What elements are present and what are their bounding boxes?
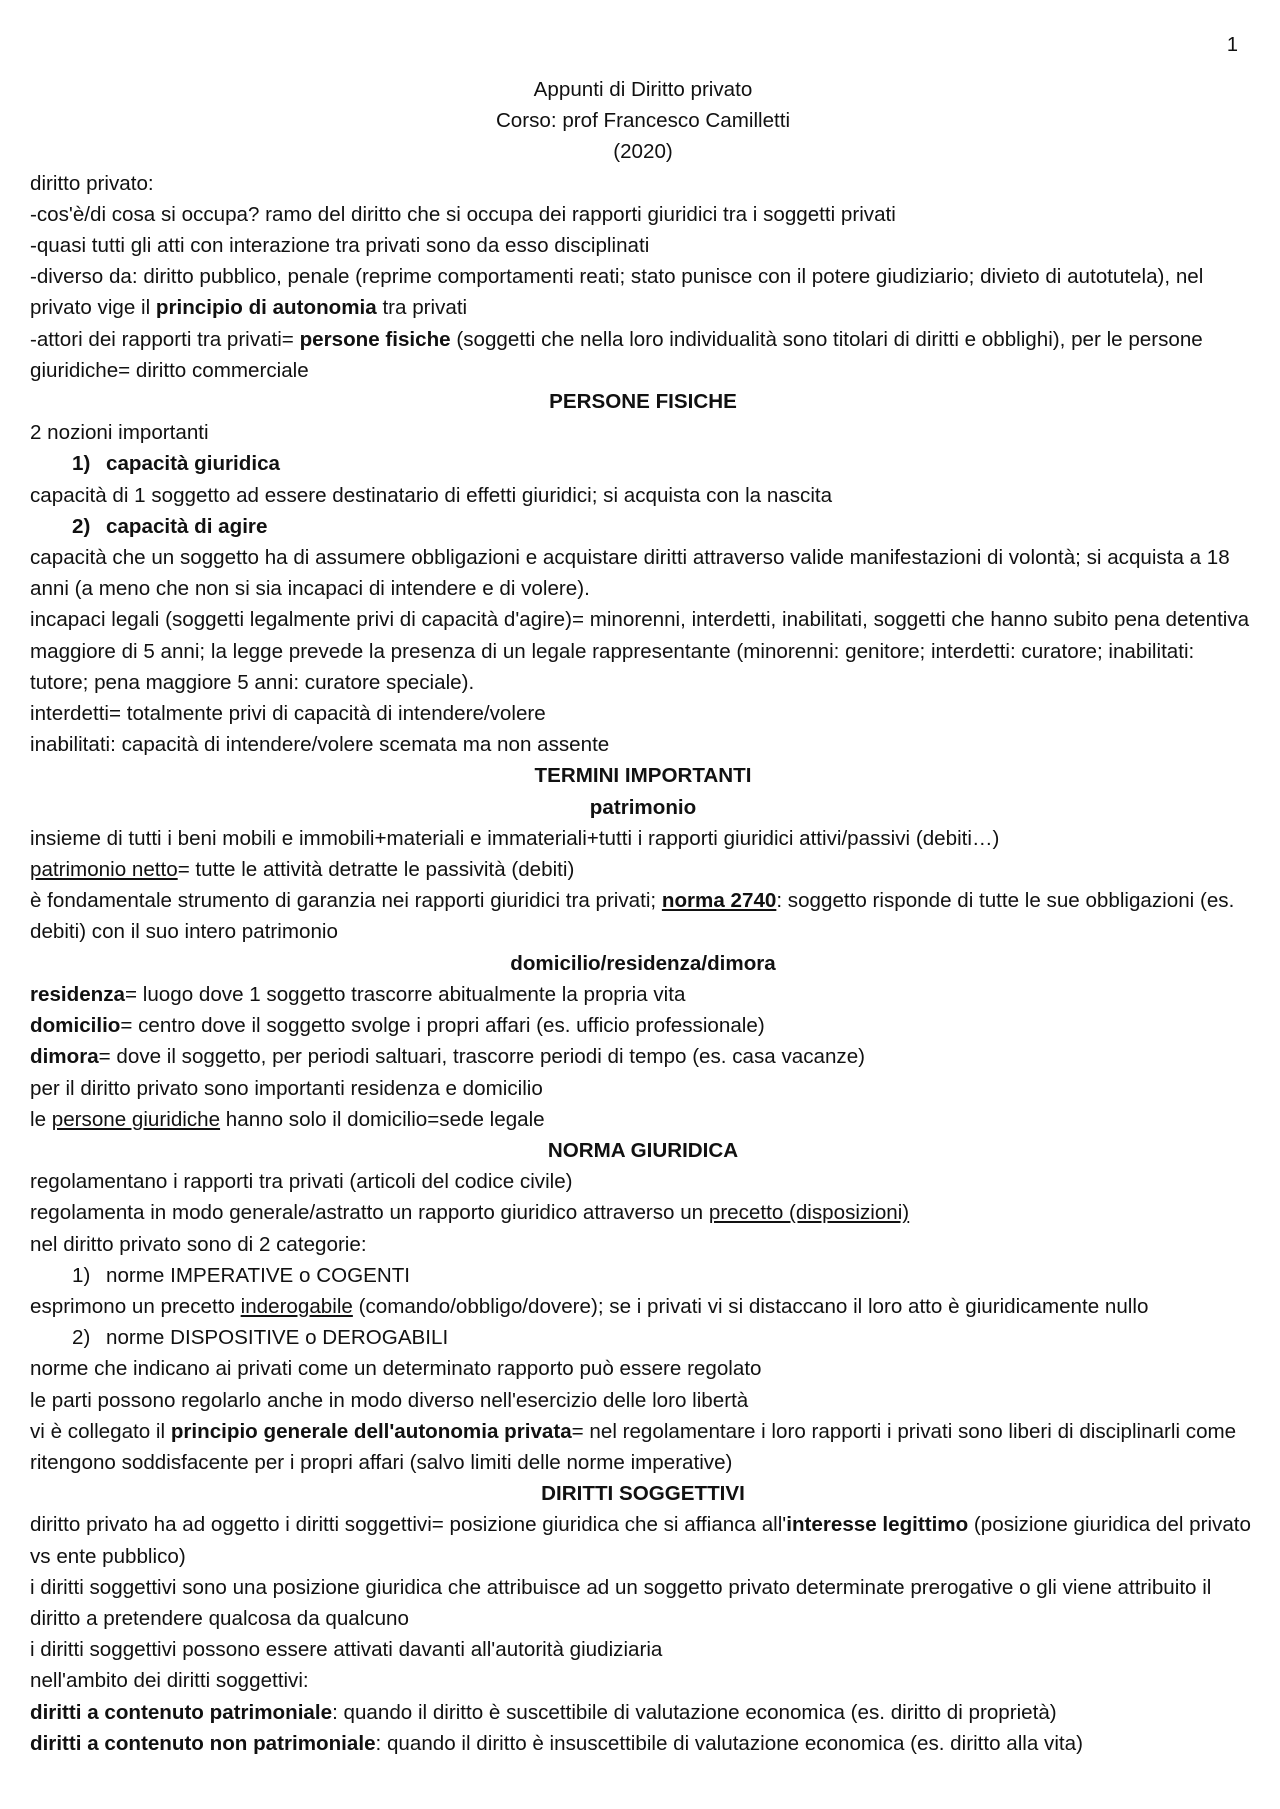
underlined-term: inderogabile xyxy=(240,1294,353,1318)
paragraph: per il diritto privato sono importanti residenza e domicilio xyxy=(30,1076,543,1100)
paragraph: capacità che un soggetto ha di assumere obbligazioni e acquistare diritti attraverso valide manifestazioni di volontà; si acquista a 18 anni (a meno che non si sia incapaci di intendere e di volere). xyxy=(30,546,1230,601)
norm-reference: norma 2740 xyxy=(661,889,777,913)
paragraph: regolamenta in modo generale/astratto un rapporto giuridico attraverso un precetto (disposizioni) xyxy=(30,1201,910,1225)
paragraph: le persone giuridiche hanno solo il domicilio=sede legale xyxy=(30,1107,545,1131)
paragraph: vi è collegato il principio generale dell'autonomia privata= nel regolamentare i loro rapporti i privati sono liberi di disciplinarli come ritengono soddisfacente per i propri affari (salvo limiti delle norme imperative) xyxy=(30,1419,1237,1474)
paragraph: incapaci legali (soggetti legalmente privi di capacità d'agire)= minorenni, interdetti, inabilitati, soggetti che hanno subito pena detentiva maggiore di 5 anni; la legge prevede la presenza di un legale rappresentante (minorenni: genitore; interdetti: curatore; inabilitati: tutore; pena maggiore 5 anni: curatore speciale). xyxy=(30,608,1250,694)
paragraph: diritto privato ha ad oggetto i diritti soggettivi= posizione giuridica che si affianca all'interesse legittimo (posizione giuridica del privato vs ente pubblico) xyxy=(30,1513,1251,1568)
bold-term: principio di autonomia xyxy=(155,296,377,320)
paragraph: nell'ambito dei diritti soggettivi: xyxy=(30,1669,309,1693)
doc-course: Corso: prof Francesco Camilletti xyxy=(495,109,791,133)
definition: diritti a contenuto non patrimoniale: quando il diritto è insuscettibile di valutazione economica (es. diritto alla vita) xyxy=(30,1731,1083,1755)
paragraph: inabilitati: capacità di intendere/volere scemata ma non assente xyxy=(30,733,610,757)
definition: dimora= dove il soggetto, per periodi saltuari, trascorre periodi di tempo (es. casa vacanze) xyxy=(30,1045,866,1069)
document-body xyxy=(30,74,1256,1759)
intro-line: -attori dei rapporti tra privati= persone fisiche (soggetti che nella loro individualità sono titolari di diritti e obblighi), per le persone giuridiche= diritto commerciale xyxy=(30,327,1203,382)
paragraph: nel diritto privato sono di 2 categorie: xyxy=(30,1232,367,1256)
bold-term: interesse legittimo xyxy=(786,1513,969,1537)
definition: residenza= luogo dove 1 soggetto trascorre abitualmente la propria vita xyxy=(30,982,686,1006)
paragraph: insieme di tutti i beni mobili e immobili+materiali e immateriali+tutti i rapporti giuridici attivi/passivi (debiti…) xyxy=(30,826,1000,850)
paragraph: regolamentano i rapporti tra privati (articoli del codice civile) xyxy=(30,1170,573,1194)
list-item: 2) capacità di agire xyxy=(72,514,268,538)
section-heading-persone-fisiche: PERSONE FISICHE xyxy=(549,390,737,414)
underlined-term: patrimonio netto xyxy=(30,858,178,882)
paragraph: le parti possono regolarlo anche in modo diverso nell'esercizio delle loro libertà xyxy=(30,1388,749,1412)
paragraph: è fondamentale strumento di garanzia nei rapporti giuridici tra privati; norma 2740: soggetto risponde di tutte le sue obbligazioni (es. debiti) con il suo intero patrimonio xyxy=(30,889,1235,944)
definition: domicilio= centro dove il soggetto svolge i propri affari (es. ufficio professionale) xyxy=(30,1014,765,1038)
underlined-term: persone giuridiche xyxy=(51,1107,221,1131)
paragraph: patrimonio netto= tutte le attività detratte le passività (debiti) xyxy=(30,858,575,882)
section-heading-diritti: DIRITTI SOGGETTIVI xyxy=(541,1482,745,1506)
paragraph: i diritti soggettivi possono essere attivati davanti all'autorità giudiziaria xyxy=(30,1638,663,1662)
intro-line: -cos'è/di cosa si occupa? ramo del diritto che si occupa dei rapporti giuridici tra i soggetti privati xyxy=(30,202,896,226)
subheading-patrimonio: patrimonio xyxy=(589,795,697,819)
paragraph: capacità di 1 soggetto ad essere destinatario di effetti giuridici; si acquista con la nascita xyxy=(30,483,833,507)
list-item: 1) norme IMPERATIVE o COGENTI xyxy=(72,1263,411,1287)
doc-title: Appunti di Diritto privato xyxy=(533,78,753,101)
paragraph: esprimono un precetto inderogabile (comando/obbligo/dovere); se i privati vi si distaccano il loro atto è giuridicamente nullo xyxy=(30,1294,1149,1318)
page-number: 1 xyxy=(1226,34,1238,56)
list-item: 2) norme DISPOSITIVE o DEROGABILI xyxy=(72,1326,449,1350)
intro-label: diritto privato: xyxy=(30,171,154,195)
subheading-domicilio: domicilio/residenza/dimora xyxy=(510,951,776,975)
definition: diritti a contenuto patrimoniale: quando il diritto è suscettibile di valutazione economica (es. diritto di proprietà) xyxy=(30,1700,1057,1724)
intro-line: -quasi tutti gli atti con interazione tra privati sono da esso disciplinati xyxy=(30,234,650,258)
paragraph: 2 nozioni importanti xyxy=(30,421,209,445)
intro-line: -diverso da: diritto pubblico, penale (reprime comportamenti reati; stato punisce con il potere giudiziario; divieto di autotutela), nel privato vige il principio di autonomia tra privati xyxy=(30,265,1204,320)
section-heading-termini: TERMINI IMPORTANTI xyxy=(534,764,752,788)
list-item: 1) capacità giuridica xyxy=(72,452,280,476)
underlined-term: precetto (disposizioni) xyxy=(708,1201,910,1225)
section-heading-norma: NORMA GIURIDICA xyxy=(547,1138,739,1162)
paragraph: i diritti soggettivi sono una posizione giuridica che attribuisce ad un soggetto privato determinate prerogative o gli viene attribuito il diritto a pretendere qualcosa da qualcuno xyxy=(30,1575,1212,1630)
paragraph: interdetti= totalmente privi di capacità di intendere/volere xyxy=(30,702,546,726)
bold-term: principio generale dell'autonomia privata xyxy=(170,1419,572,1443)
paragraph: norme che indicano ai privati come un determinato rapporto può essere regolato xyxy=(30,1357,762,1381)
bold-term: persone fisiche xyxy=(299,327,451,351)
doc-year: (2020) xyxy=(613,140,673,164)
